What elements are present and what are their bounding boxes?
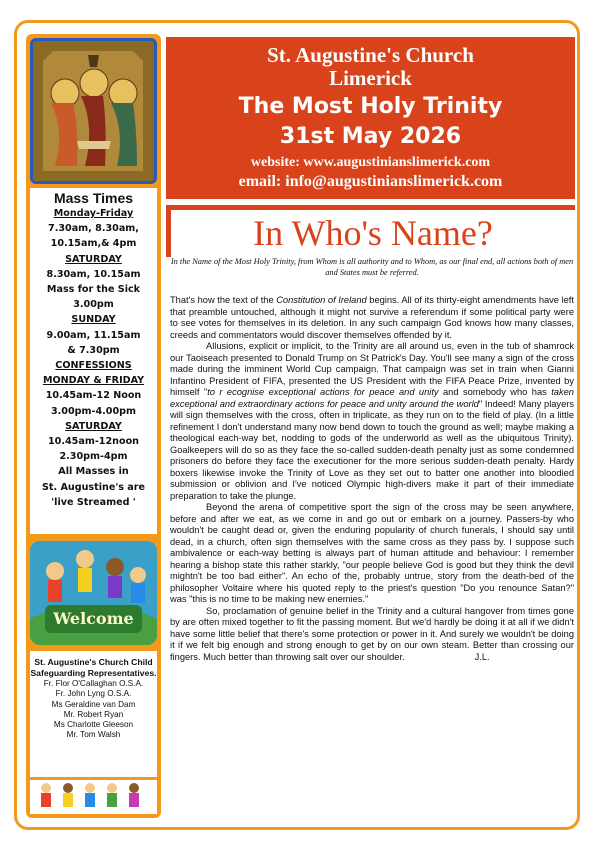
mass-time-line: CONFESSIONS <box>55 360 132 372</box>
mass-time-line: 9.00am, 11.15am <box>46 329 141 341</box>
welcome-children-image <box>30 541 157 645</box>
header-banner <box>166 37 575 199</box>
safeguarding-name: Ms Geraldine van Dam <box>51 699 136 709</box>
mass-times-panel <box>30 188 157 534</box>
feast-title: The Most Holy Trinity <box>238 94 503 119</box>
mass-time-line: & 7.30pm <box>67 344 120 356</box>
trinity-icon-image <box>30 38 157 184</box>
mass-time-line: Monday-Friday <box>53 208 134 219</box>
welcome-text: Welcome <box>53 609 134 628</box>
mass-time-line: SATURDAY <box>65 253 122 265</box>
website-link[interactable]: website: www.augustinianslimerick.com <box>250 155 491 170</box>
mass-time-line: St. Augustine's are <box>41 481 146 493</box>
mass-time-line: 7.30am, 8.30am, <box>48 223 139 235</box>
safeguarding-name: Mr. Robert Ryan <box>63 709 124 719</box>
paragraph-2: Allusions, explicit or implicit, to the Trinity are all around us, even in the tub of shamrock our Taoiseach presented to Donald Trump on St Patrick's Day. You'll see many a sign of the cross made during the imminent World Cup campaign. That campaign was set in train when Gianni Infantino President of FIFA, presented the US President with the FIFA Peace Prize, invented by himself "to r ecognise exceptional actions for peace and unity and somebody who has taken exceptional and extraordinary actions for peace and unity around the world" Indeed! Many players will sign themselves with the cross, often in triplicate, as they run on to the field of play. (In a little refinement I don't understand many now bend down to touch the ground as well; maybe making a theological each-way bet, nodding to gods of the underworld as well as the ubiquitous Trinity). Goalkeepers will do so as they face the so-called sudden-death penalty just as some condemned prisoners do before they face the executioner for the more serious sudden-death penalty. Hardy boxers likewise invoke the Trinity of Love as they set out to batter one another into bloodied submission or oblivion and I've noticed Olympic high-divers make it part of their immediate preparation to take the plunge. <box>170 341 574 501</box>
church-name: St. Augustine's Church <box>267 43 474 67</box>
safeguarding-title: St. Augustine's Church Child Safeguarding Representatives. <box>30 657 157 678</box>
article-body <box>170 295 574 663</box>
mass-time-line: 2.30pm-4pm <box>59 451 128 463</box>
safeguarding-name: Mr. Tom Walsh <box>66 730 121 740</box>
mass-time-line: SATURDAY <box>65 420 122 432</box>
safeguarding-name: Ms Charlotte Gleeson <box>53 720 134 730</box>
mass-time-line: SUNDAY <box>71 314 116 326</box>
mass-times-title: Mass Times <box>53 190 134 206</box>
mass-time-line: 'live Streamed ' <box>51 496 136 508</box>
mass-time-line: 8.30am, 10.15am <box>46 268 141 280</box>
paragraph-1: That's how the text of the Constitution of Ireland begins. All of its thirty-eight amendments have left that preamble untouched, although it might not survive a referendum if some political party were to see votes for themselves in its deletion. In any such campaign God knows how many classes, creeds and commentators would discover themselves offended by it. <box>170 295 574 340</box>
church-location: Limerick <box>329 66 412 90</box>
paragraph-4: So, proclamation of genuine belief in the Trinity and a cultural hangover from times gone by are often mixed together to fit the passing moment. But we'd hardly be doing it at all if we didn't have some little belief that there's some protection or power in it. And surely we wouldn't be doing it if we felt big enough and strong enough to get by on our own steam. Better than crossing our fingers. Much better than throwing salt over our shoulder. J.L. <box>170 605 574 662</box>
article-title-bar <box>166 205 575 257</box>
paragraph-3: Beyond the arena of competitive sport the sign of the cross may be seen anywhere, before and after we eat, as we come in and go out or embark on a journey. Passers-by who wouldn't be caught dead or, given the enduring popularity of church funerals, I should say until dead, in a church, often sign themselves with the same cross as they pass by. I suppose such ambivalence or each-way betting is always part of human attitude and behaviour: I remember hearing a bishop state this rather starkly, "our people believe God is good but they think the devil mightn't be too bad either". An echo of the, probably untrue, story from the death-bed of the philosopher Voltaire where his quoted reply to the priest's question "Do you renounce Satan?" was "this is no time to be making new enemies." <box>170 502 574 604</box>
article-subtitle: In the Name of the Most Holy Trinity, from Whom is all authority and to Whom, as our final end, all actions both of men and States must be referred. <box>170 257 574 277</box>
safeguarding-name: Fr. Flor O'Callaghan O.S.A. <box>43 679 144 688</box>
mass-times-list <box>30 206 157 510</box>
safeguarding-list <box>30 679 157 741</box>
safeguarding-name: Fr. John Lyng O.S.A. <box>55 689 132 699</box>
mass-time-line: 3.00pm <box>73 299 114 311</box>
mass-time-line: MONDAY & FRIDAY <box>42 375 145 387</box>
mass-time-line: 3.00pm-4.00pm <box>50 405 137 417</box>
safeguarding-panel <box>30 651 157 777</box>
mass-time-line: 10.45am-12 Noon <box>45 390 142 402</box>
email-link[interactable]: email: info@augustinianslimerick.com <box>238 173 503 190</box>
mass-time-line: 10.15am,& 4pm <box>50 238 137 250</box>
bulletin-date: 31st May 2026 <box>279 124 462 149</box>
mass-time-line: Mass for the Sick <box>46 284 141 296</box>
children-row-image <box>30 780 157 814</box>
signature: J.L. <box>474 651 490 662</box>
mass-time-line: All Masses in <box>58 466 129 478</box>
article-title: In Who's Name? <box>253 213 493 253</box>
mass-time-line: 10.45am-12noon <box>48 436 139 448</box>
